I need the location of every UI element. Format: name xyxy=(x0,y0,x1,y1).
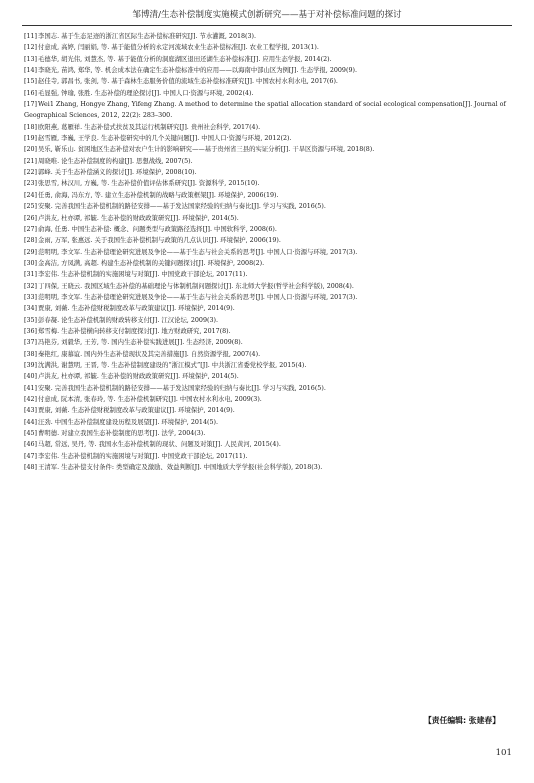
reference-entry xyxy=(24,235,512,246)
reference-number: [31] xyxy=(24,271,38,279)
reference-text: 郭峰. 关于生态补偿涵义的探讨[J]. 环境保护, 2008(10). xyxy=(38,169,197,177)
reference-number: [30] xyxy=(24,259,38,267)
reference-text: 沈满洪, 谢慧明, 王晋, 等. 生态补偿制度建设的“浙江模式”[J]. 中共浙江省委党校学报, 2015(4). xyxy=(38,361,307,369)
reference-entry xyxy=(24,156,512,167)
reference-text: 卢洪友, 杜亦谭, 祁毓. 生态补偿的财政政策研究[J]. 环境保护, 2014(5). xyxy=(38,373,239,381)
page-number: 101 xyxy=(495,748,512,758)
reference-number: [25] xyxy=(24,203,38,211)
reference-number: [11] xyxy=(24,33,38,40)
reference-number: [18] xyxy=(24,123,38,131)
reference-entry xyxy=(24,326,512,337)
reference-text: 吴乐, 靳乐山. 贫困地区生态补偿对农户生计的影响研究——基于贵州省三县的实证分析[J]. 干旱区资源与环境, 2018(8). xyxy=(38,146,375,154)
reference-entry xyxy=(24,405,512,416)
reference-number: [16] xyxy=(24,89,38,97)
reference-text: 曹明德. 对建立我国生态补偿制度的思考[J]. 法学, 2004(3). xyxy=(38,430,206,438)
reference-number: [32] xyxy=(24,282,38,290)
reference-number: [20] xyxy=(24,146,38,154)
reference-number: [14] xyxy=(24,67,38,75)
reference-entry xyxy=(24,31,512,42)
reference-text: 李宏伟. 生态补偿机制的实施困境与对策[J]. 中国党政干部论坛, 2017(11). xyxy=(38,271,248,279)
reference-number: [41] xyxy=(24,384,38,392)
reference-entry xyxy=(24,54,512,65)
reference-entry xyxy=(24,439,512,450)
reference-text: 李晓光, 苗鸿, 郑华, 等. 机会成本法在确定生态补偿标准中的应用——以海南中部山区为例[J]. 生态学报, 2009(9). xyxy=(38,67,357,75)
reference-entry xyxy=(24,417,512,428)
reference-text: 冯艳芬, 刘毅华, 王芳, 等. 国内生态补偿实践进展[J]. 生态经济, 2009(8). xyxy=(38,339,243,347)
reference-list xyxy=(24,31,512,473)
reference-number: [46] xyxy=(24,441,38,449)
reference-text: 安聚. 完善我国生态补偿机制的路径安排——基于发达国家经验的归纳与奏比[J]. 学习与实践, 2016(5). xyxy=(38,384,326,392)
reference-number: [21] xyxy=(24,157,38,165)
reference-number: [34] xyxy=(24,305,38,313)
reference-number: [29] xyxy=(24,248,38,256)
reference-number: [44] xyxy=(24,418,38,426)
reference-number: [43] xyxy=(24,407,38,415)
reference-number: [24] xyxy=(24,191,38,199)
reference-entry xyxy=(24,315,512,326)
reference-text: 范明明, 李文军. 生态补偿理论研究进展及争论——基于生态与社会关系的思考[J]. 中国人口·资源与环境, 2017(3). xyxy=(38,293,358,301)
reference-entry xyxy=(24,99,512,122)
reference-entry xyxy=(24,269,512,280)
reference-text: 贾康, 刘薇. 生态补偿财税制度改革与政策建议[J]. 环境保护, 2014(9). xyxy=(38,305,235,313)
reference-number: [23] xyxy=(24,180,38,188)
reference-number: [27] xyxy=(24,225,38,233)
reference-text: 金雨, 万军, 张惠远. 关于我国生态补偿机制与政策的几点认识[J]. 环境保护, 2006(19). xyxy=(38,237,281,245)
reference-text: 张思雪, 林汉川, 方巍, 等. 生态补偿价值评估体系研究[J]. 资源科学, 2015(10). xyxy=(38,180,260,188)
reference-text: 毛德华, 胡光伟, 刘慧杰, 等. 基于能值分析的洞庭湖区退田还湖生态补偿标准[J]. 应用生态学报, 2014(2). xyxy=(38,55,332,63)
reference-entry xyxy=(24,383,512,394)
reference-number: [15] xyxy=(24,78,38,86)
reference-entry xyxy=(24,247,512,258)
reference-number: [42] xyxy=(24,396,38,403)
reference-entry xyxy=(24,349,512,360)
reference-entry xyxy=(24,190,512,201)
reference-text: 付意成, 高婷, 闫丽娟, 等. 基于能值分析的永定河流域农业生态补偿标准[J]. 农业工程学报, 2013(1). xyxy=(38,44,319,52)
reference-text: 汪劲. 中国生态补偿制度建设历程及展望[J]. 环境保护, 2014(5). xyxy=(38,418,218,426)
reference-text: 王清军. 生态补偿支付条件: 类型确定及激励、效益判断[J]. 中国地质大学学报(社会科学版), 2018(3). xyxy=(38,464,323,472)
reference-number: [19] xyxy=(24,135,38,143)
reference-entry xyxy=(24,178,512,189)
reference-entry xyxy=(24,371,512,382)
reference-number: [33] xyxy=(24,293,38,301)
reference-text: Wei1 Zhang, Hongye Zhang, Yifeng Zhang. A method to determine the spatial allocation standard of social ecological compensation[J]. Journal of Geographical Sciences, 2012, 22(2): 283–300. xyxy=(24,101,506,120)
reference-number: [45] xyxy=(24,430,38,438)
reference-text: 李国志. 基于生态足迹的浙江省区际生态补偿标准研究[J]. 节水灌溉, 2018(3). xyxy=(38,33,257,40)
reference-text: 赵雪雁, 李巍, 王学良. 生态补偿研究中的几个关键问题[J]. 中国人口·资源与环境, 2012(2). xyxy=(38,135,292,143)
reference-entry xyxy=(24,224,512,235)
header-rule xyxy=(22,25,512,26)
reference-number: [22] xyxy=(24,169,38,177)
reference-entry xyxy=(24,462,512,473)
reference-entry xyxy=(24,133,512,144)
running-header: 邹博清/生态补偿制度实施模式创新研究——基于对补偿标准问题的探讨 xyxy=(132,10,402,20)
reference-text: 彭春凝. 论生态补偿机制的财政转移支付[J]. 江汉论坛, 2009(3). xyxy=(38,316,218,324)
reference-text: 丁四保, 王晓云. 我国区域生态补偿的基础理论与体制机制问题探讨[J]. 东北师大学报(哲学社会科学版), 2008(4). xyxy=(38,282,354,290)
reference-number: [37] xyxy=(24,339,38,347)
reference-entry xyxy=(24,213,512,224)
reference-text: 范明明, 李文军. 生态补偿理论研究进展及争论——基于生态与社会关系的思考[J]. 中国人口·资源与环境, 2017(3). xyxy=(38,248,358,256)
reference-entry xyxy=(24,76,512,87)
reference-number: [12] xyxy=(24,44,38,52)
reference-number: [48] xyxy=(24,464,38,472)
reference-text: 李宏伟. 生态补偿机制的实施困境与对策[J]. 中国党政干部论坛, 2017(11). xyxy=(38,452,248,460)
reference-text: 安聚. 完善我国生态补偿机制的路径安排——基于发达国家经验的归纳与奏比[J]. 学习与实践, 2016(5). xyxy=(38,203,326,211)
reference-text: 马超, 常远, 吴丹, 等. 我国水生态补偿机制的现状、问题及对策[J]. 人民黄河, 2015(4). xyxy=(38,441,281,449)
reference-text: 欧阳燕, 葛雁祥. 生态补偿式扶贫及其运行机制研究[J]. 贵州社会科学, 2017(4). xyxy=(38,123,261,131)
reference-entry xyxy=(24,360,512,371)
reference-number: [39] xyxy=(24,361,38,369)
reference-entry xyxy=(24,42,512,53)
reference-number: [40] xyxy=(24,373,38,381)
reference-text: 卢洪友, 杜亦谭, 祁毓. 生态补偿的财政政策研究[J]. 环境保护, 2014(5). xyxy=(38,214,239,222)
reference-text: 任勇, 俞海, 冯东方, 等. 建立生态补偿机制的战略与政策框架[J]. 环境保护, 2006(19). xyxy=(38,191,279,199)
reference-entry xyxy=(24,281,512,292)
reference-number: [38] xyxy=(24,350,38,358)
reference-text: 郑雪梅. 生态补偿横向转移支付制度探讨[J]. 地方财政研究, 2017(8). xyxy=(38,327,231,335)
reference-text: 贾康, 刘薇. 生态补偿财税制度改革与政策建议[J]. 环境保护, 2014(9). xyxy=(38,407,235,415)
responsible-editor: 【责任编辑: 张建春】 xyxy=(423,716,500,725)
reference-text: 周晓唯. 论生态补偿制度的构建[J]. 思想战线, 2007(5). xyxy=(38,157,193,165)
reference-text: 金高洁, 方凤满, 高超. 构建生态补偿机制的关键问题探讨[J]. 环境保护, 2008(2). xyxy=(38,259,265,267)
reference-entry xyxy=(24,258,512,269)
reference-entry xyxy=(24,451,512,462)
reference-entry xyxy=(24,303,512,314)
reference-entry xyxy=(24,337,512,348)
reference-number: [17] xyxy=(24,101,38,109)
reference-text: 毛显强, 钟瑜, 张胜. 生态补偿的理论探讨[J]. 中国人口·资源与环境, 2002(4). xyxy=(38,89,254,97)
reference-text: 秦艳红, 康慕谊. 国内外生态补偿现状及其完善措施[J]. 自然资源学报, 2007(4). xyxy=(38,350,261,358)
reference-number: [26] xyxy=(24,214,38,222)
reference-entry xyxy=(24,428,512,439)
reference-entry xyxy=(24,292,512,303)
reference-entry xyxy=(24,122,512,133)
reference-number: [36] xyxy=(24,327,38,335)
reference-text: 俞海, 任勇. 中国生态补偿: 概念、问题类型与政策路径选择[J]. 中国软科学, 2008(6). xyxy=(38,225,277,233)
reference-entry xyxy=(24,144,512,155)
reference-number: [28] xyxy=(24,237,38,245)
reference-number: [13] xyxy=(24,55,38,63)
reference-text: 付意成, 阮本清, 张春玲, 等. 生态补偿机制研究[J]. 中国农村水利水电, 2009(3). xyxy=(38,396,262,403)
reference-number: [47] xyxy=(24,452,38,460)
reference-text: 赵佳寺, 郭昌书, 张剑, 等. 基于森林生态服务价值的流域生态补偿标准研究[J]. 中国农村水利水电, 2017(6). xyxy=(38,78,338,86)
reference-entry xyxy=(24,88,512,99)
reference-entry xyxy=(24,394,512,405)
reference-entry xyxy=(24,65,512,76)
reference-entry xyxy=(24,167,512,178)
reference-number: [35] xyxy=(24,316,38,324)
reference-entry xyxy=(24,201,512,212)
